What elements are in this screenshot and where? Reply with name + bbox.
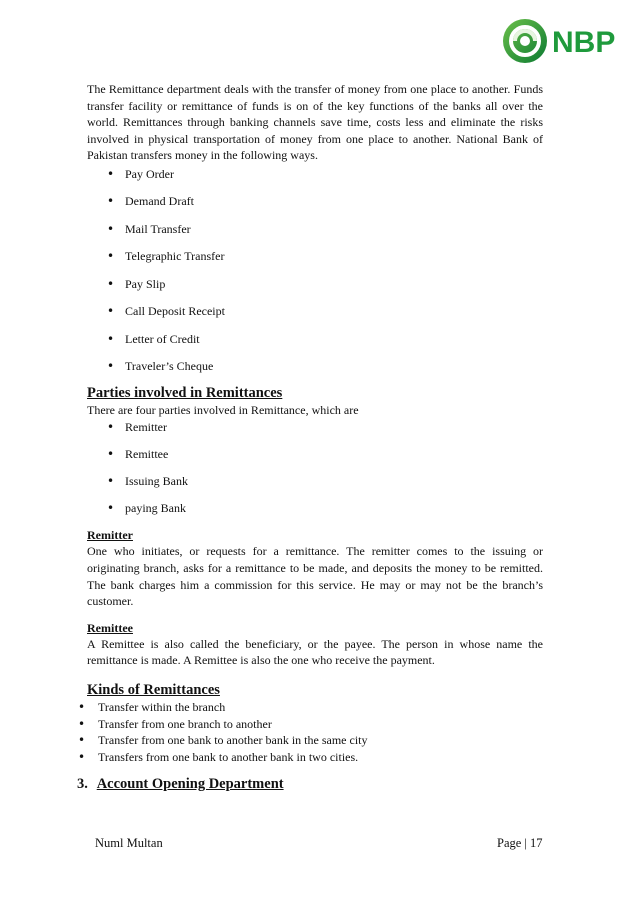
parties-list bbox=[87, 419, 543, 517]
remittance-ways-list bbox=[87, 166, 543, 375]
footer-institution: Numl Multan bbox=[95, 836, 163, 850]
section-heading bbox=[77, 776, 284, 793]
list-item: • Issuing Bank bbox=[87, 473, 543, 490]
kinds-list bbox=[78, 699, 543, 766]
list-item: • Transfer within the branch bbox=[78, 699, 543, 716]
list-item: • Mail Transfer bbox=[87, 221, 543, 238]
list-item: • Pay Slip bbox=[87, 276, 543, 293]
list-item: • Transfers from one bank to another bank in two cities. bbox=[78, 749, 543, 766]
nbp-logo bbox=[495, 14, 635, 68]
logo-wordmark: NBP bbox=[552, 26, 616, 59]
list-item: • Remittee bbox=[87, 446, 543, 463]
list-item: • Demand Draft bbox=[87, 193, 543, 210]
remittee-paragraph: A Remittee is also called the beneficiary, or the payee. The person in whose name the remittance is made. A Remittee is also the one who receive the payment. bbox=[87, 636, 543, 668]
list-item: • Transfer from one bank to another bank in the same city bbox=[78, 732, 543, 749]
list-item: • Pay Order bbox=[87, 166, 543, 183]
list-item: • Remitter bbox=[87, 419, 543, 436]
list-item: • Letter of Credit bbox=[87, 331, 543, 348]
list-item: • Transfer from one branch to another bbox=[78, 716, 543, 733]
section-title: Account Opening Department bbox=[96, 776, 284, 792]
list-item: • Call Deposit Receipt bbox=[87, 303, 543, 320]
parties-heading: Parties involved in Remittances bbox=[87, 385, 283, 402]
parties-intro: There are four parties involved in Remittance, which are bbox=[87, 403, 359, 418]
intro-paragraph: The Remittance department deals with the transfer of money from one place to another. Funds transfer facility or remittance of funds is on of the key functions of the banks all over the world. Remittances through banking channels save time, costs less and eliminate the risks involved in physical transportation of money from one place to another. National Bank of Pakistan transfers money in the following ways. bbox=[87, 82, 543, 163]
footer-page-number: Page | 17 bbox=[497, 836, 543, 850]
remitter-heading: Remitter bbox=[87, 528, 133, 543]
list-item: • Traveler’s Cheque bbox=[87, 358, 543, 375]
list-item: • paying Bank bbox=[87, 500, 543, 517]
page-body bbox=[87, 81, 543, 766]
kinds-heading: Kinds of Remittances bbox=[87, 682, 220, 698]
remittee-heading: Remittee bbox=[87, 620, 133, 635]
remitter-paragraph: One who initiates, or requests for a remittance. The remitter comes to the issuing or originating branch, asks for a remittance to be made, and deposits the money to be remitted. The bank charges him a commission for this service. He may or may not be the branch’s customer. bbox=[87, 544, 543, 609]
list-item: • Telegraphic Transfer bbox=[87, 248, 543, 265]
section-number: 3. bbox=[77, 776, 88, 792]
